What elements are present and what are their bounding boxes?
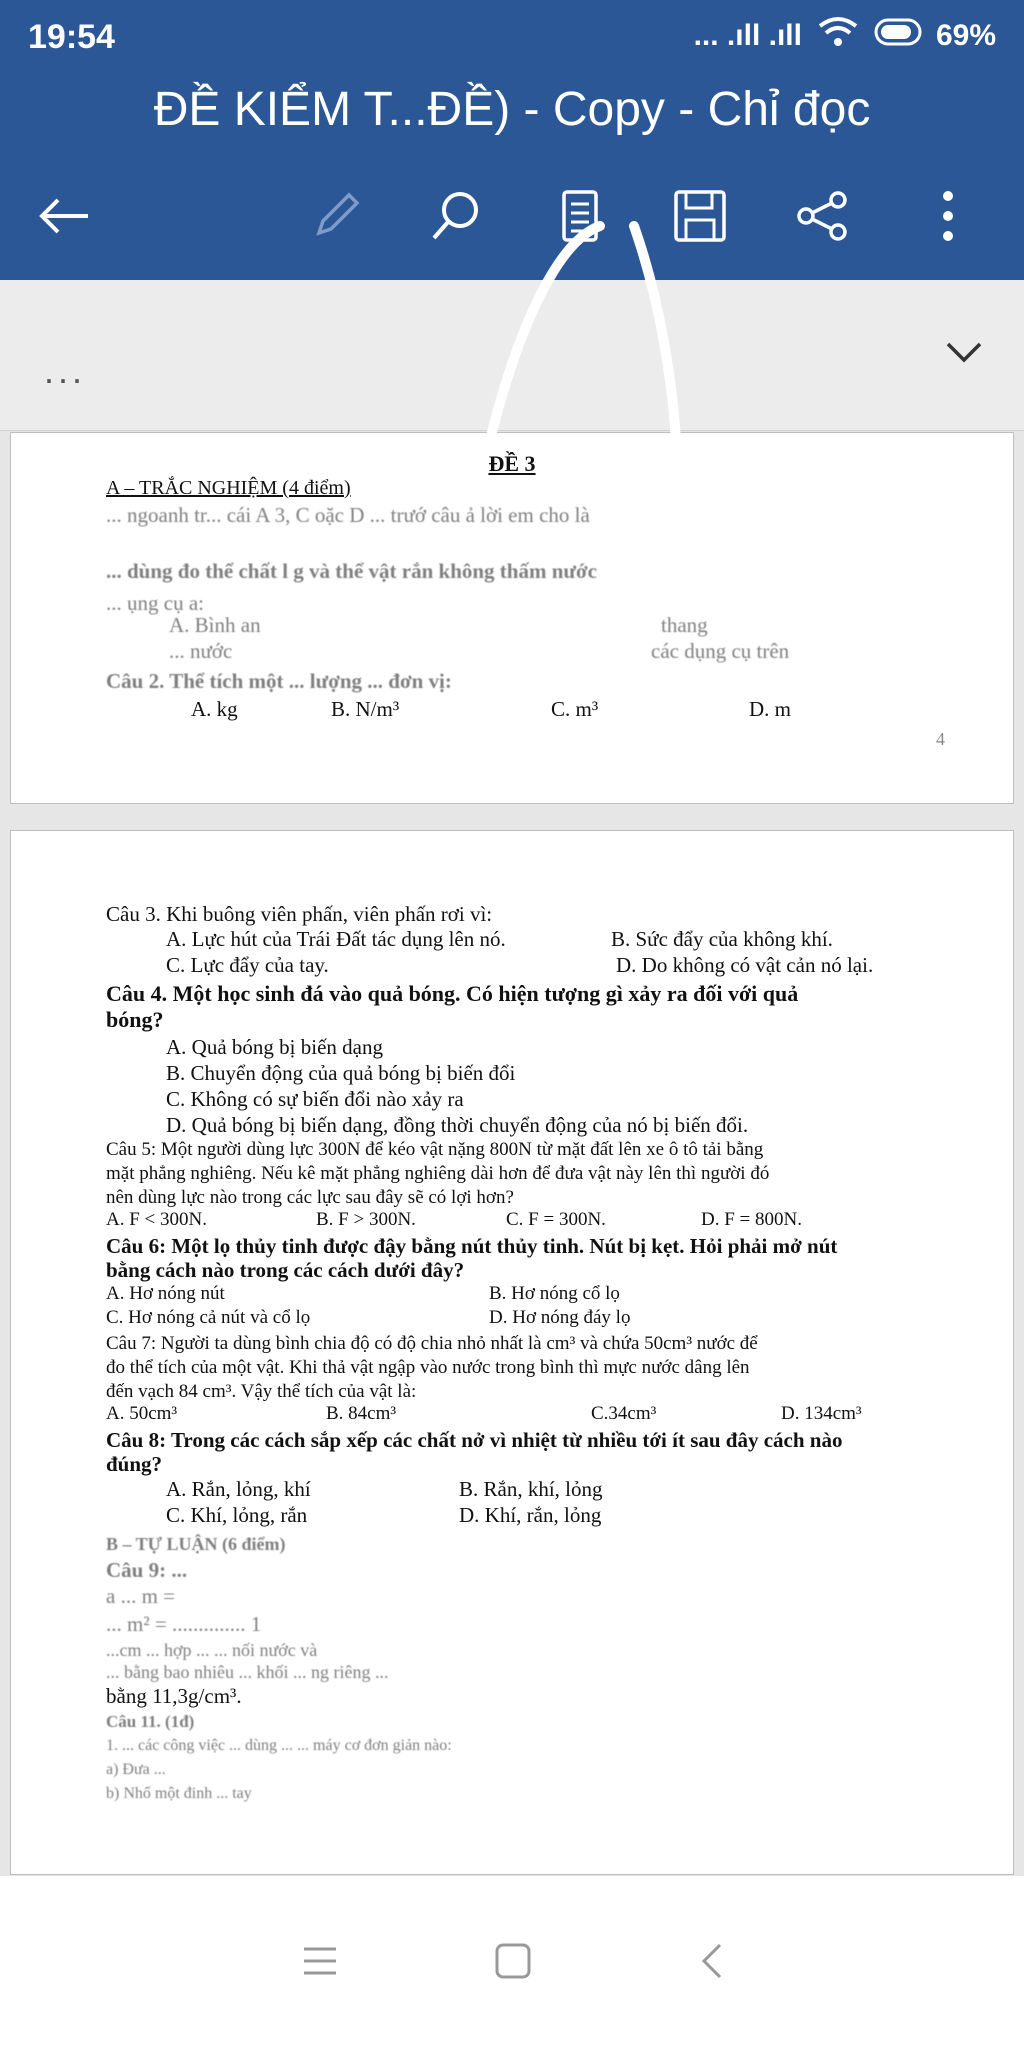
back-arrow-icon[interactable]	[28, 180, 100, 252]
question-5-option-a: A. F < 300N.	[106, 1209, 207, 1230]
question-7-option-b: B. 84cm³	[326, 1403, 397, 1424]
question-6: Câu 6: Một lọ thủy tinh được đậy bằng nút thủy tinh. Nút bị kẹt. Hỏi phải mở nút	[106, 1234, 838, 1258]
app-top-bar	[0, 0, 1024, 280]
question-7-line-2: đo thể tích của một vật. Khi thả vật ngập vào nước trong bình thì mực nước dâng lên	[106, 1357, 750, 1378]
status-time: 19:54	[28, 18, 115, 56]
question-6-option-a: A. Hơ nóng nút	[106, 1283, 225, 1304]
question-2-line: Câu 2. Thể tích một ... lượng ... đơn vị:	[106, 669, 452, 693]
instruction-line: ... ngoanh tr... cái A 3, C oặc D ... trướ câu ả lời em cho là	[106, 503, 590, 527]
exam-heading: ĐỀ 3	[488, 451, 536, 476]
question-1-line-2: ... ụng cụ a:	[106, 591, 204, 615]
question-7-option-c: C.34cm³	[591, 1403, 657, 1424]
ribbon-bar	[0, 280, 1024, 431]
chevron-down-icon[interactable]	[944, 340, 984, 371]
question-3: Câu 3. Khi buông viên phấn, viên phấn rơi vì:	[106, 902, 493, 926]
question-4-option-b: B. Chuyển động của quả bóng bị biến đổi	[166, 1061, 516, 1085]
question-8-option-b: B. Rắn, khí, lỏng	[459, 1477, 603, 1501]
question-10-line-2: ... bằng bao nhiêu ... khối ... ng riêng ...	[106, 1662, 389, 1682]
question-5: Câu 5: Một người dùng lực 300N để kéo vật nặng 800N từ mặt đất lên xe ô tô tải bằng	[106, 1139, 764, 1160]
question-5-line-2: mặt phẳng nghiêng. Nếu kê mặt phẳng nghiêng dài hơn để đưa vật này lên thì người đó	[106, 1163, 770, 1184]
question-9-part-b: ... m² = .............. 1	[106, 1612, 262, 1636]
question-2-option-c: C. m³	[551, 697, 599, 721]
question-10: ...cm ... hợp ... ... nối nước và	[106, 1640, 318, 1660]
question-1-line: ... dùng đo thể chất l g và thể vật rắn không thấm nước	[106, 559, 597, 583]
question-6-option-c: C. Hơ nóng cả nút và cổ lọ	[106, 1307, 311, 1328]
question-3-option-d: D. Do không có vật cản nó lại.	[616, 953, 874, 977]
share-icon[interactable]	[786, 180, 858, 252]
system-nav-bar	[0, 1876, 1024, 2048]
home-square-icon[interactable]	[478, 1931, 548, 1991]
battery-icon	[874, 17, 926, 55]
question-4: Câu 4. Một học sinh đá vào quả bóng. Có hiện tượng gì xảy ra đối với quả	[106, 981, 799, 1006]
question-2-option-a: A. kg	[191, 697, 238, 721]
question-3-option-a: A. Lực hút của Trái Đất tác dụng lên nó.	[166, 927, 506, 951]
question-5-option-d: D. F = 800N.	[701, 1209, 802, 1230]
question-11-part-a: a) Đưa ...	[106, 1761, 166, 1778]
question-7-option-d: D. 134cm³	[781, 1403, 862, 1424]
question-4-option-c: C. Không có sự biến đổi nào xảy ra	[166, 1087, 464, 1111]
back-chevron-icon[interactable]	[676, 1931, 746, 1991]
toolbar	[0, 170, 1024, 260]
battery-percent: 69%	[935, 19, 996, 52]
question-5-option-c: C. F = 300N.	[506, 1209, 606, 1230]
question-5-option-b: B. F > 300N.	[316, 1209, 416, 1230]
question-9: Câu 9: ...	[106, 1558, 188, 1582]
question-5-line-3: nên dùng lực nào trong các lực sau đây sẽ có lợi hơn?	[106, 1187, 514, 1208]
question-7-line-3: đến vạch 84 cm³. Vậy thể tích của vật là:	[106, 1381, 417, 1402]
question-9-part-a: a ... m =	[106, 1584, 175, 1608]
question-11: Câu 11. (1đ)	[106, 1712, 195, 1731]
question-1-option-a: A. Bình an	[169, 613, 261, 637]
question-8-cont: đúng?	[106, 1452, 163, 1476]
signal-indicator: ... .ıll .ıll	[693, 19, 802, 52]
question-7: Câu 7: Người ta dùng bình chia độ có độ chia nhỏ nhất là cm³ và chứa 50cm³ nước để	[106, 1333, 758, 1354]
question-8-option-c: C. Khí, lỏng, rắn	[166, 1503, 308, 1527]
question-4-cont: bóng?	[106, 1007, 164, 1032]
document-title: ĐỀ KIỂM T...ĐỀ) - Copy - Chỉ đọc	[153, 83, 871, 136]
question-8-option-a: A. Rắn, lỏng, khí	[166, 1477, 311, 1501]
save-icon[interactable]	[664, 180, 736, 252]
question-3-option-c: C. Lực đẩy của tay.	[166, 953, 329, 977]
question-2-option-b: B. N/m³	[331, 697, 400, 721]
question-4-option-a: A. Quả bóng bị biến dạng	[166, 1035, 383, 1059]
question-1-option-c: ... nước	[169, 639, 233, 663]
question-11-part-b: b) Nhổ một đinh ... tay	[106, 1785, 252, 1802]
reading-view-icon[interactable]	[544, 180, 616, 252]
question-2-option-d: D. m	[749, 697, 791, 721]
edit-pencil-icon[interactable]	[300, 180, 372, 252]
menu-icon[interactable]	[285, 1931, 355, 1991]
question-1-option-d: các dụng cụ trên	[651, 639, 790, 663]
question-10-line-3: bằng 11,3g/cm³.	[106, 1684, 242, 1708]
section-a-heading: A – TRẮC NGHIỆM (4 điểm)	[106, 477, 351, 499]
ribbon-more-button[interactable]: ...	[44, 350, 87, 391]
question-11-line-1: 1. ... các công việc ... dùng ... ... máy cơ đơn giản nào:	[106, 1737, 452, 1754]
question-4-option-d: D. Quả bóng bị biến dạng, đồng thời chuyển động của nó bị biến đổi.	[166, 1113, 749, 1137]
question-7-option-a: A. 50cm³	[106, 1403, 178, 1424]
question-6-option-b: B. Hơ nóng cổ lọ	[489, 1283, 620, 1304]
search-icon[interactable]	[420, 180, 492, 252]
question-6-cont: bằng cách nào trong các cách dưới đây?	[106, 1258, 465, 1282]
question-3-option-b: B. Sức đẩy của không khí.	[611, 927, 833, 951]
question-6-option-d: D. Hơ nóng đáy lọ	[489, 1307, 631, 1328]
question-8: Câu 8: Trong các cách sắp xếp các chất nở vì nhiệt từ nhiều tới ít sau đây cách nào	[106, 1428, 843, 1452]
status-bar	[0, 0, 1024, 72]
document-page-3	[10, 432, 1014, 804]
more-vert-icon[interactable]	[912, 180, 984, 252]
wifi-icon	[818, 16, 858, 56]
document-page-4	[10, 830, 1014, 1875]
section-b-heading: B – TỰ LUẬN (6 điểm)	[106, 1534, 286, 1554]
page-number: 4	[936, 729, 945, 749]
question-8-option-d: D. Khí, rắn, lỏng	[459, 1503, 602, 1527]
question-1-option-b: thang	[661, 613, 708, 637]
